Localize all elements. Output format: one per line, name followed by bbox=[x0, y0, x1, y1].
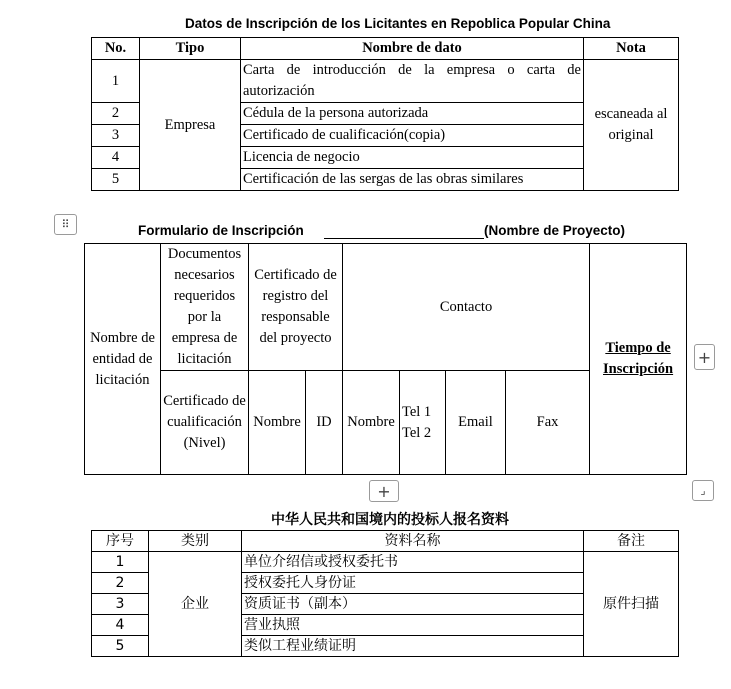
table3-row-nombre: 授权委托人身份证 bbox=[242, 573, 584, 594]
table3-row-nombre: 单位介绍信或授权委托书 bbox=[242, 552, 584, 573]
plus-icon: + bbox=[377, 481, 391, 501]
form-nombre-responsable: Nombre bbox=[249, 371, 306, 475]
table3-row-nombre: 类似工程业绩证明 bbox=[242, 636, 584, 657]
table3 bbox=[91, 530, 679, 657]
table3-header-tipo: 类别 bbox=[149, 531, 242, 552]
table3-header-no: 序号 bbox=[92, 531, 149, 552]
table1-header-tipo: Tipo bbox=[140, 38, 241, 60]
table1-row-nombre: Licencia de negocio bbox=[241, 147, 584, 169]
registration-form-table bbox=[84, 243, 687, 475]
form-cert-cualificacion: Certificado de cualificación (Nivel) bbox=[161, 371, 249, 475]
table3-row-no: 2 bbox=[92, 573, 149, 594]
table1-title: Datos de Inscripción de los Licitantes en Repoblica Popular China bbox=[185, 16, 611, 31]
form-title-right: (Nombre de Proyecto) bbox=[484, 223, 626, 238]
table1-row-no: 2 bbox=[92, 103, 140, 125]
table3-header-nombre: 资料名称 bbox=[242, 531, 584, 552]
form-id: ID bbox=[306, 371, 343, 475]
table3-row-no: 1 bbox=[92, 552, 149, 573]
table3-row-nombre: 资质证书（副本） bbox=[242, 594, 584, 615]
project-name-blank bbox=[324, 238, 484, 239]
table3-header-nota: 备注 bbox=[584, 531, 679, 552]
form-tiempo-text: Tiempo de Inscripción bbox=[603, 340, 674, 377]
table1-row-nombre: Certificado de cualificación(copia) bbox=[241, 125, 584, 147]
table3-row-no: 4 bbox=[92, 615, 149, 636]
table3-nota-cell: 原件扫描 bbox=[584, 552, 679, 657]
table1-nota-cell: escaneada al original bbox=[584, 60, 679, 191]
form-nombre-entidad: Nombre de entidad de licitación bbox=[85, 244, 161, 475]
form-title-left: Formulario de Inscripción bbox=[138, 223, 304, 238]
form-contacto: Contacto bbox=[343, 244, 590, 371]
table3-row-no: 5 bbox=[92, 636, 149, 657]
table3-title: 中华人民共和国境内的投标人报名资料 bbox=[271, 512, 509, 528]
table3-tipo-cell: 企业 bbox=[149, 552, 242, 657]
table1-row-no: 1 bbox=[92, 60, 140, 103]
table1-row-no: 5 bbox=[92, 169, 140, 191]
table1-header-nota: Nota bbox=[584, 38, 679, 60]
table1-row-no: 4 bbox=[92, 147, 140, 169]
form-title bbox=[138, 223, 304, 238]
form-email: Email bbox=[446, 371, 506, 475]
plus-icon: + bbox=[697, 347, 712, 367]
table1-header-nombre: Nombre de dato bbox=[241, 38, 584, 60]
table1-row-nombre: Certificación de las sergas de las obras similares bbox=[241, 169, 584, 191]
form-fax: Fax bbox=[506, 371, 590, 475]
form-tiempo-inscripcion bbox=[590, 244, 687, 475]
resize-corner-icon[interactable]: ⌟ bbox=[692, 480, 714, 501]
table1-header-no: No. bbox=[92, 38, 140, 60]
add-row-button[interactable] bbox=[369, 480, 399, 502]
table3-row-no: 3 bbox=[92, 594, 149, 615]
move-handle-icon[interactable]: ⠿ bbox=[54, 214, 77, 235]
table3-row-nombre: 营业执照 bbox=[242, 615, 584, 636]
form-documentos: Documentos necesarios requeridos por la empresa de licitación bbox=[161, 244, 249, 371]
table1-tipo-cell: Empresa bbox=[140, 60, 241, 191]
form-nombre-contacto: Nombre bbox=[343, 371, 400, 475]
table1-row-nombre: Carta de introducción de la empresa o carta de autorización bbox=[241, 60, 584, 103]
table1 bbox=[91, 37, 679, 191]
add-column-button[interactable] bbox=[694, 344, 715, 370]
form-tel: Tel 1 Tel 2 bbox=[400, 371, 446, 475]
table1-row-nombre: Cédula de la persona autorizada bbox=[241, 103, 584, 125]
form-certificado-registro: Certificado de registro del responsable del proyecto bbox=[249, 244, 343, 371]
table1-row-no: 3 bbox=[92, 125, 140, 147]
